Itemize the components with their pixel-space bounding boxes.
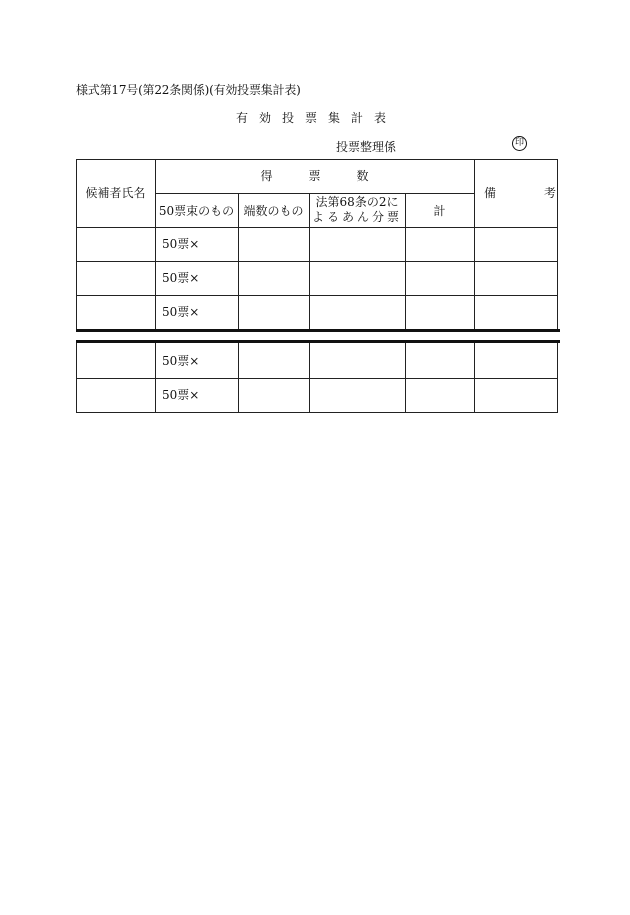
form-label: 様式第17号(第22条関係)(有効投票集計表) [76, 83, 301, 97]
table-border-right [557, 343, 558, 413]
proportional-subheader-line1: 法第68条の2に [315, 195, 399, 209]
table-row-divider [76, 261, 557, 262]
bundles-subheader: 50票束のもの [158, 204, 235, 218]
table-subheader-divider [155, 193, 474, 194]
row-bundle-label: 50票× [162, 388, 200, 402]
column-divider [309, 343, 310, 413]
fraction-subheader: 端数のもの [243, 204, 304, 218]
column-divider [405, 343, 406, 413]
document-title: 有効投票集計表 [236, 111, 398, 125]
row-bundle-label: 50票× [162, 354, 200, 368]
column-divider [155, 343, 156, 413]
column-divider [155, 159, 156, 329]
table-border-top [76, 159, 557, 160]
column-divider [238, 343, 239, 413]
omission-line-bottom [76, 340, 560, 343]
table-row-divider [76, 295, 557, 296]
remarks-header: 備 考 [484, 186, 557, 200]
table-header-bottom [76, 227, 557, 228]
candidate-name-header: 候補者氏名 [85, 186, 146, 200]
proportional-subheader-line2: よるあん分票 [311, 210, 402, 224]
tally-table [76, 159, 557, 413]
row-bundle-label: 50票× [162, 237, 200, 251]
column-divider [474, 159, 475, 329]
total-subheader: 計 [433, 204, 446, 218]
row-bundle-label: 50票× [162, 305, 200, 319]
omission-line-top [76, 329, 560, 332]
table-border-right [557, 159, 558, 329]
table-row-divider [76, 378, 557, 379]
clerk-label: 投票整理係 [336, 140, 397, 154]
table-border-left [76, 343, 77, 413]
row-bundle-label: 50票× [162, 271, 200, 285]
column-divider [474, 343, 475, 413]
seal-mark: 印 [512, 136, 527, 151]
votes-header: 得 票 数 [260, 169, 369, 183]
table-border-left [76, 159, 77, 329]
table-border-bottom [76, 412, 557, 413]
